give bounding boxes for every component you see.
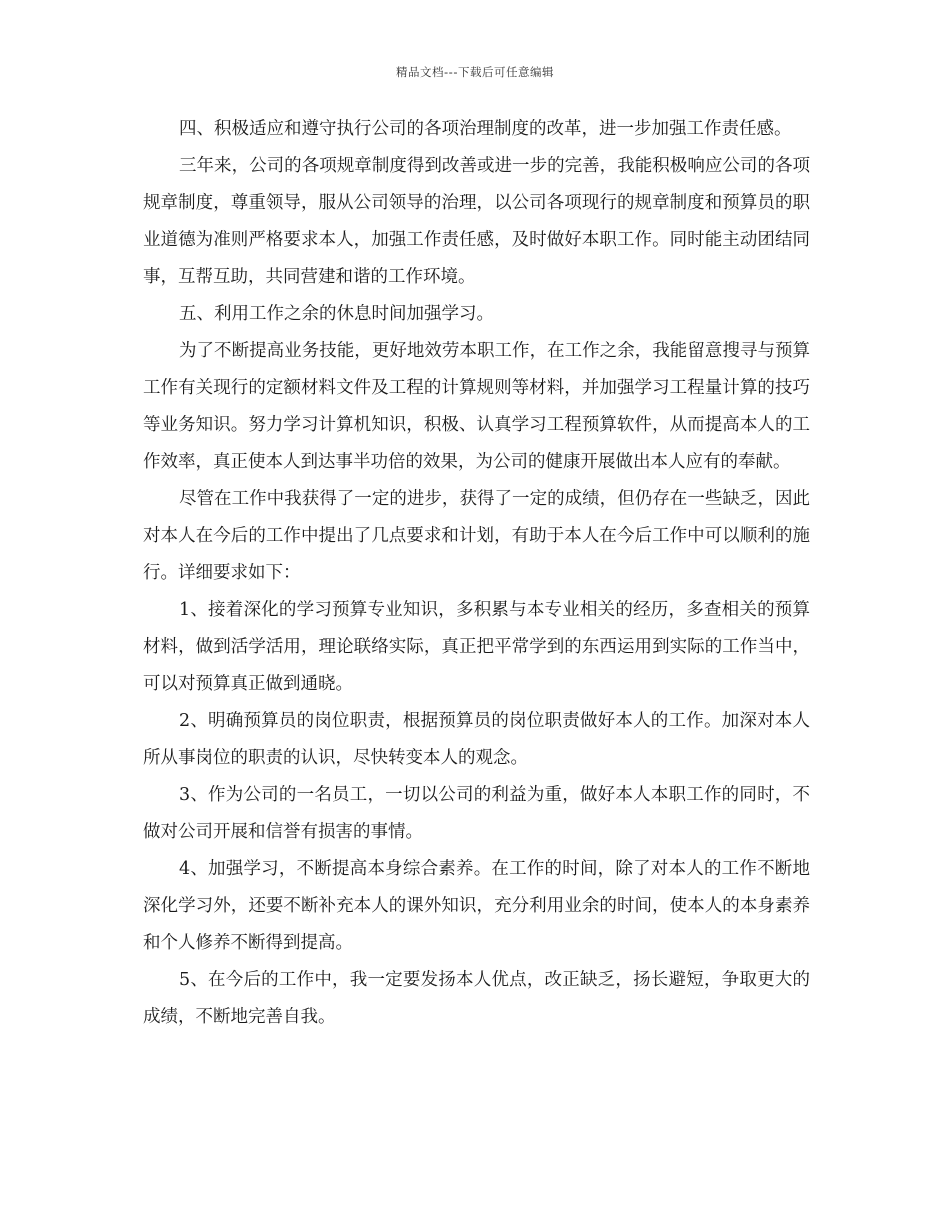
document-body	[143, 111, 810, 1036]
paragraph-item-5: 5、在今后的工作中，我一定要发扬本人优点，改正缺乏，扬长避短，争取更大的成绩，不断地完善自我。	[143, 970, 810, 1027]
paragraph-rules-compliance: 三年来，公司的各项规章制度得到改善或进一步的完善，我能积极响应公司的各项规章制度，尊重领导，服从公司领导的治理，以公司各项现行的规章制度和预算员的职业道德为准则严格要求本人，加强工作责任感，及时做好本职工作。同时能主动团结同事，互帮互助，共同营建和谐的工作环境。	[143, 156, 810, 287]
paragraph-study-skills: 为了不断提高业务技能，更好地效劳本职工作，在工作之余，我能留意搜寻与预算工作有关现行的定额材料文件及工程的计算规则等材料，并加强学习工程量计算的技巧等业务知识。努力学习计算机知识，积极、认真学习工程预算软件，从而提高本人的工作效率，真正使本人到达事半功倍的效果，为公司的健康开展做出本人应有的奉献。	[143, 341, 810, 472]
paragraph-section-four: 四、积极适应和遵守执行公司的各项治理制度的改革，进一步加强工作责任感。	[179, 119, 792, 139]
paragraph-item-3: 3、作为公司的一名员工，一切以公司的利益为重，做好本人本职工作的同时，不做对公司开展和信誉有损害的事情。	[143, 785, 810, 842]
paragraph-section-five: 五、利用工作之余的休息时间加强学习。	[179, 304, 494, 324]
paragraph-item-2: 2、明确预算员的岗位职责，根据预算员的岗位职责做好本人的工作。加深对本人所从事岗位的职责的认识，尽快转变本人的观念。	[143, 711, 810, 768]
paragraph-item-1: 1、接着深化的学习预算专业知识，多积累与本专业相关的经历，多查相关的预算材料，做到活学活用，理论联络实际，真正把平常学到的东西运用到实际的工作当中，可以对预算真正做到通晓。	[143, 600, 810, 694]
page-header: 精品文档---下载后可任意编辑	[396, 65, 554, 79]
paragraph-item-4: 4、加强学习，不断提高本身综合素养。在工作的时间，除了对本人的工作不断地深化学习外，还要不断补充本人的课外知识，充分利用业余的时间，使本人的本身素养和个人修养不断得到提高。	[143, 859, 810, 953]
paragraph-shortcomings: 尽管在工作中我获得了一定的进步，获得了一定的成绩，但仍存在一些缺乏，因此对本人在今后的工作中提出了几点要求和计划，有助于本人在今后工作中可以顺利的施行。详细要求如下：	[143, 489, 810, 583]
